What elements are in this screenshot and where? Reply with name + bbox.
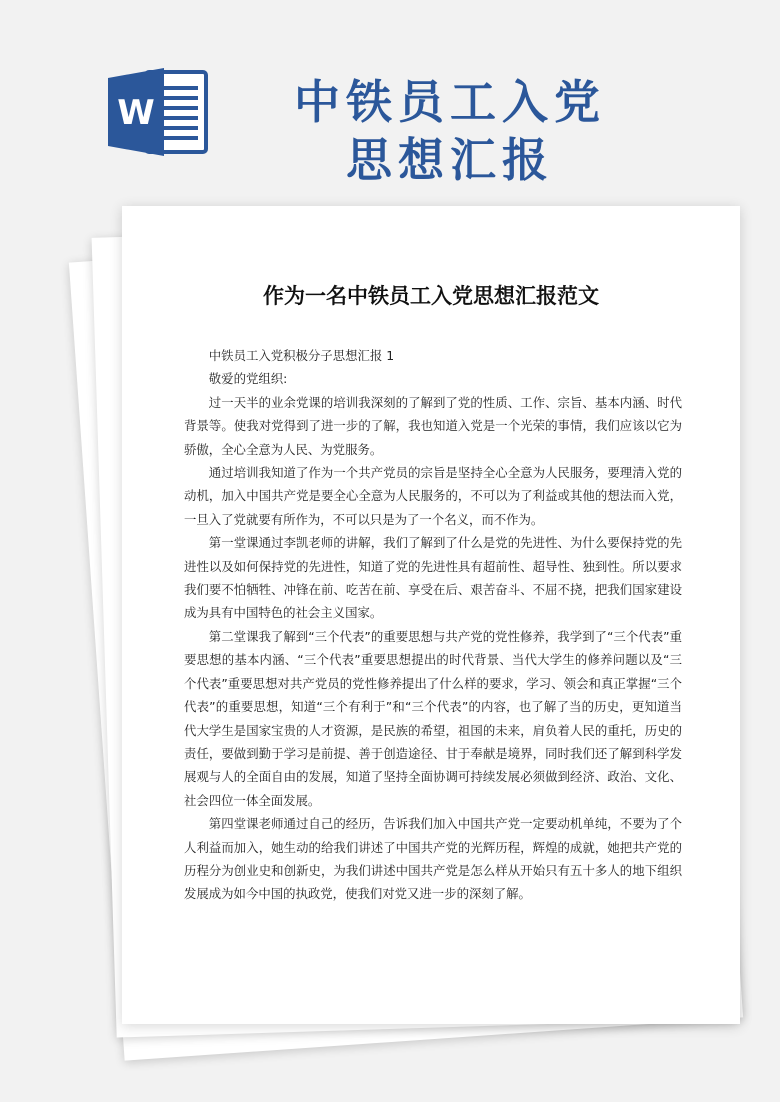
header-title-line-1: 中铁员工入党	[294, 75, 606, 129]
document-body	[184, 344, 682, 906]
doc-paragraph: 过一天半的业余党课的培训我深刻的了解到了党的性质、工作、宗旨、基本内涵、时代背景等。使我对党得到了进一步的了解，我也知道入党是一个光荣的事情，我们应该以它为骄傲，全心全意为人民、为党服务。	[184, 394, 682, 457]
header	[0, 0, 780, 200]
doc-paragraph: 第二堂课我了解到“三个代表”的重要思想与共产党的党性修养，我学到了“三个代表”重要思想的基本内涵、“三个代表”重要思想提出的时代背景、当代大学生的修养问题以及“三个代表”重要思想对共产党员的党性修养提出了什么样的要求，学习、领会和真正掌握“三个代表”的重要思想，知道“三个有利于”和“三个代表”的内容，也了解了当的历史，更知道当代大学生是国家宝贵的人才资源，是民族的希望，祖国的未来，肩负着人民的重托，历史的责任，要做到勤于学习是前提、善于创造途径、甘于奉献是境界，同时我们还了解到科学发展观与人的全面自由的发展，知道了坚持全面协调可持续发展必须做到经济、政治、文化、社会四位一体全面发展。	[184, 628, 682, 808]
doc-paragraph: 中铁员工入党积极分子思想汇报 1	[208, 348, 395, 363]
doc-paragraph: 第一堂课通过李凯老师的讲解，我们了解到了什么是党的先进性、为什么要保持党的先进性以及如何保持党的先进性，知道了党的先进性具有超前性、超导性、独到性。所以要求我们要不怕牺牲、冲锋在前、吃苦在前、享受在后、艰苦奋斗、不屈不挠，把我们国家建设成为具有中国特色的社会主义国家。	[184, 535, 682, 621]
word-icon	[108, 68, 208, 156]
doc-paragraph: 敬爱的党组织:	[208, 371, 288, 387]
doc-paragraph: 第四堂课老师通过自己的经历，告诉我们加入中国共产党一定要动机单纯，不要为了个人利益而加入，她生动的给我们讲述了中国共产党的光辉历程，辉煌的成就，她把共产党的历程分为创业史和创新史，为我们讲述中国共产党是怎么样从开始只有五十多人的地下组织发展成为如今中国的执政党，使我们对党又进一步的深刻了解。	[184, 816, 682, 902]
doc-paragraph: 通过培训我知道了作为一个共产党员的宗旨是坚持全心全意为人民服务，要理清入党的动机，加入中国共产党是要全心全意为人民服务的，不可以为了利益或其他的想法而入党，一旦入了党就要有所作为，不可以只是为了一个名义，而不作为。	[184, 465, 682, 527]
svg-text:W: W	[117, 93, 155, 133]
header-title-line-2: 思想汇报	[346, 133, 554, 187]
document-page	[122, 206, 740, 1024]
document-title: 作为一名中铁员工入党思想汇报范文	[263, 284, 599, 308]
